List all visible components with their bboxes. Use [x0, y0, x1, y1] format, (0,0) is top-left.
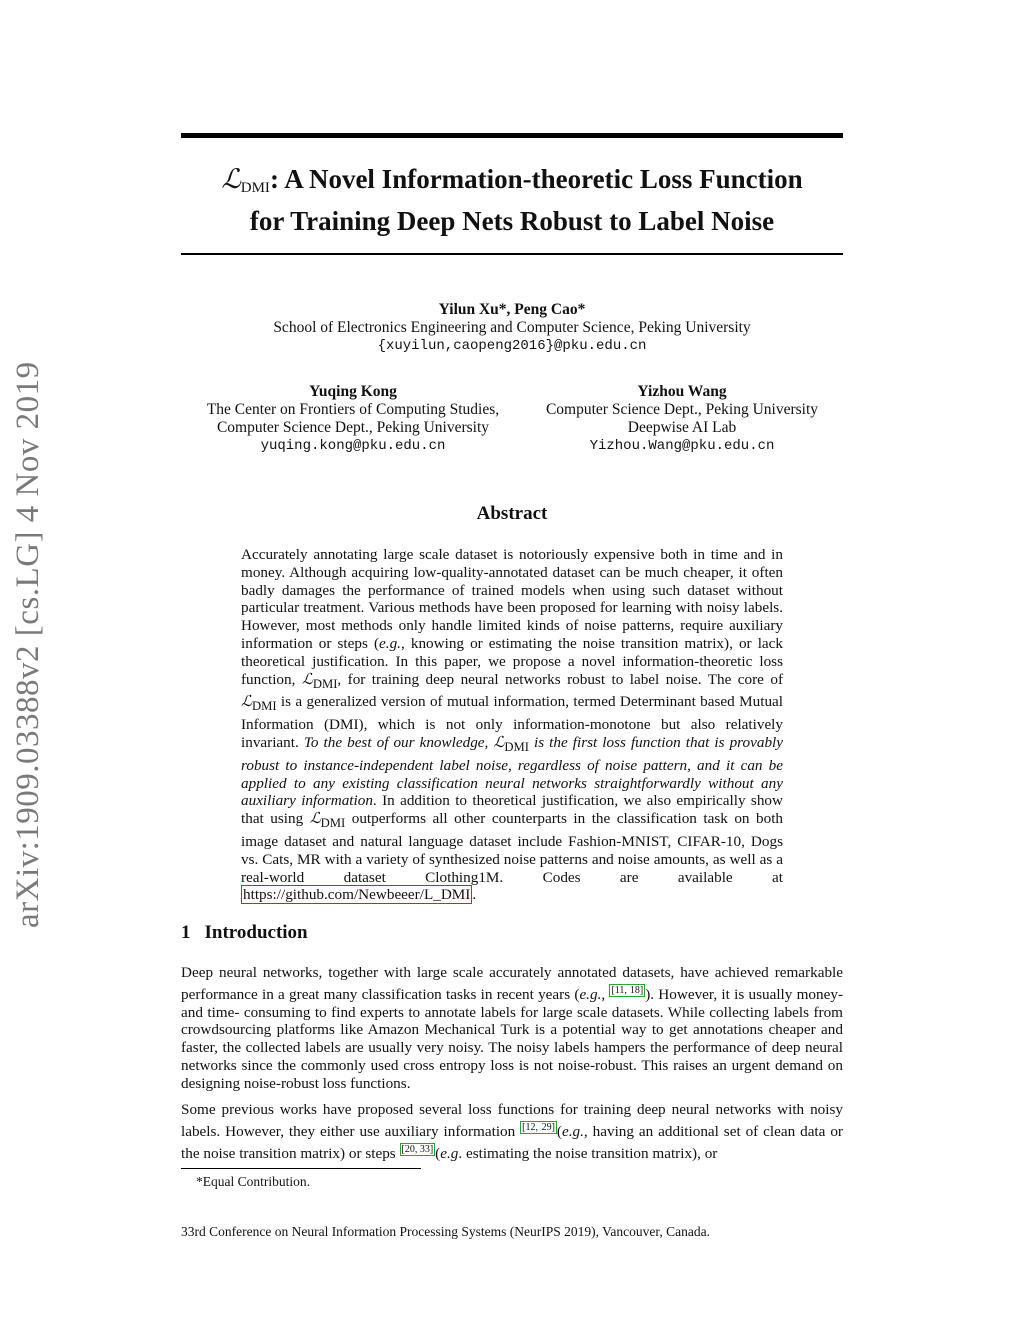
loss-subscript: DMI	[504, 740, 529, 755]
abstract-italic: To the best of our knowledge,	[303, 734, 489, 752]
abstract-eg: e.g.	[379, 634, 401, 652]
author-block-main	[212, 301, 812, 355]
abstract-text: , for training deep neural networks robust to label noise. The core of	[337, 670, 783, 688]
citation-link[interactable]: [20, 33]	[401, 1143, 434, 1155]
author-name: Yuqing Kong	[309, 383, 397, 400]
citation-link[interactable]: [11, 18]	[611, 984, 644, 996]
title-line-1: : A Novel Information-theoretic Loss Function	[269, 164, 803, 194]
abstract-heading: Abstract	[476, 503, 548, 524]
paragraph-eg: e.g	[440, 1144, 459, 1162]
arxiv-stamp: arXiv:1909.03388v2 [cs.LG] 4 Nov 2019	[10, 361, 46, 928]
paragraph-text: . estimating the noise transition matrix), or	[458, 1144, 718, 1162]
author-affiliation-line: Computer Science Dept., Peking University	[545, 401, 819, 418]
loss-symbol: ℒ	[493, 734, 505, 752]
abstract-body	[241, 546, 783, 904]
intro-paragraph-2	[181, 1101, 843, 1162]
code-link[interactable]: https://github.com/Newbeeer/L_DMI	[243, 886, 471, 904]
loss-subscript: DMI	[251, 699, 277, 714]
author-affiliation-line: Deepwise AI Lab	[627, 419, 737, 436]
loss-symbol: ℒ	[309, 810, 321, 828]
section-number: 1	[181, 922, 191, 943]
abstract-italic: is the first loss function that is provably robust to instance-independent label noise, regardless of noise pattern, and it can be applied to any existing classification neural networks straightforwardly without any auxiliary information	[241, 734, 784, 810]
section-heading-introduction	[181, 922, 308, 944]
paragraph-text: (	[435, 1144, 441, 1162]
author-block-wang	[520, 383, 844, 455]
paper-title	[150, 163, 874, 238]
title-bottom-rule	[181, 253, 843, 255]
title-loss-subscript: DMI	[240, 180, 270, 196]
paragraph-eg: e.g.	[561, 1122, 584, 1140]
section-title: Introduction	[204, 922, 308, 943]
loss-subscript: DMI	[320, 816, 346, 831]
author-affiliation: School of Electronics Engineering and Computer Science, Peking University	[273, 319, 751, 336]
footnote-rule	[181, 1168, 421, 1169]
paragraph-eg: e.g.	[579, 985, 602, 1003]
footnote: *Equal Contribution.	[196, 1174, 310, 1189]
abstract-text: outperforms all other counterparts in the classification task on both image dataset and natural language dataset include Fashion-MNIST, CIFAR-10, Dogs vs. Cats, MR with a variety of synthesized noise patterns and noise amounts, as well as a real-world dataset Clothing1M. Codes are available at	[241, 810, 784, 886]
author-email: Yizhou.Wang@pku.edu.cn	[589, 438, 775, 454]
author-email: {xuyilun,caopeng2016}@pku.edu.cn	[377, 338, 647, 354]
author-names: Yilun Xu*, Peng Cao*	[438, 301, 586, 318]
loss-symbol: ℒ	[301, 670, 313, 688]
author-email: yuqing.kong@pku.edu.cn	[260, 438, 446, 454]
title-line-2: for Training Deep Nets Robust to Label Noise	[249, 206, 775, 236]
author-block-kong	[183, 383, 523, 455]
author-affiliation-line: Computer Science Dept., Peking University	[216, 419, 490, 436]
author-name: Yizhou Wang	[637, 383, 727, 400]
loss-symbol: ℒ	[241, 693, 252, 711]
title-loss-symbol: ℒ	[221, 164, 241, 195]
abstract-text: Accurately annotating large scale dataset is notoriously expensive both in time and in money. Although acquiring low-quality-annotated dataset can be much cheaper, it often badly damages the performance of trained models when using such dataset without particular treatment. Various methods have been proposed for learning with noisy labels. However, most methods only handle limited kinds of noise patterns, require auxiliary information or steps (	[241, 546, 783, 652]
venue-footer: 33rd Conference on Neural Information Processing Systems (NeurIPS 2019), Vancouver, Canada.	[181, 1224, 710, 1239]
author-affiliation-line: The Center on Frontiers of Computing Studies,	[206, 401, 500, 418]
abstract-text: .	[472, 886, 477, 904]
paragraph-text: ,	[601, 985, 610, 1003]
paragraph-text: (	[556, 1122, 562, 1140]
abstract-text: , knowing or estimating the noise transition matrix), or lack theoretical justification. In this paper, we propose a novel information-theoretic loss function,	[241, 634, 783, 688]
abstract-text: is a generalized version of mutual information, termed Determinant based Mutual Information (DMI), which is not only information-monotone but also relatively invariant.	[241, 693, 783, 752]
paragraph-text: Deep neural networks, together with large scale accurately annotated datasets, have achieved remarkable performance in a great many classification tasks in recent years (	[181, 964, 843, 1003]
paragraph-text: ). However, it is usually money- and time- consuming to find experts to annotate labels for large scale datasets. While collecting labels from crowdsourcing platforms like Amazon Mechanical Turk is a potential way to get annotations cheaper and faster, the collected labels are usually very noisy. The noisy labels hampers the performance of deep neural networks since the commonly used cross entropy loss is not noise-robust. This raises an urgent demand on designing noise-robust loss functions.	[181, 985, 843, 1092]
intro-paragraph-1	[181, 964, 843, 1093]
paragraph-text: Some previous works have proposed several loss functions for training deep neural networks with noisy labels. However, they either use auxiliary information	[181, 1101, 843, 1140]
loss-subscript: DMI	[312, 676, 338, 691]
abstract-text: . In addition to theoretical justification, we also empirically show that using	[241, 792, 783, 828]
citation-link[interactable]: [12, 29]	[522, 1121, 555, 1133]
paragraph-text: , having an additional set of clean data or the noise transition matrix) or steps	[181, 1122, 843, 1162]
title-top-rule	[181, 133, 843, 138]
